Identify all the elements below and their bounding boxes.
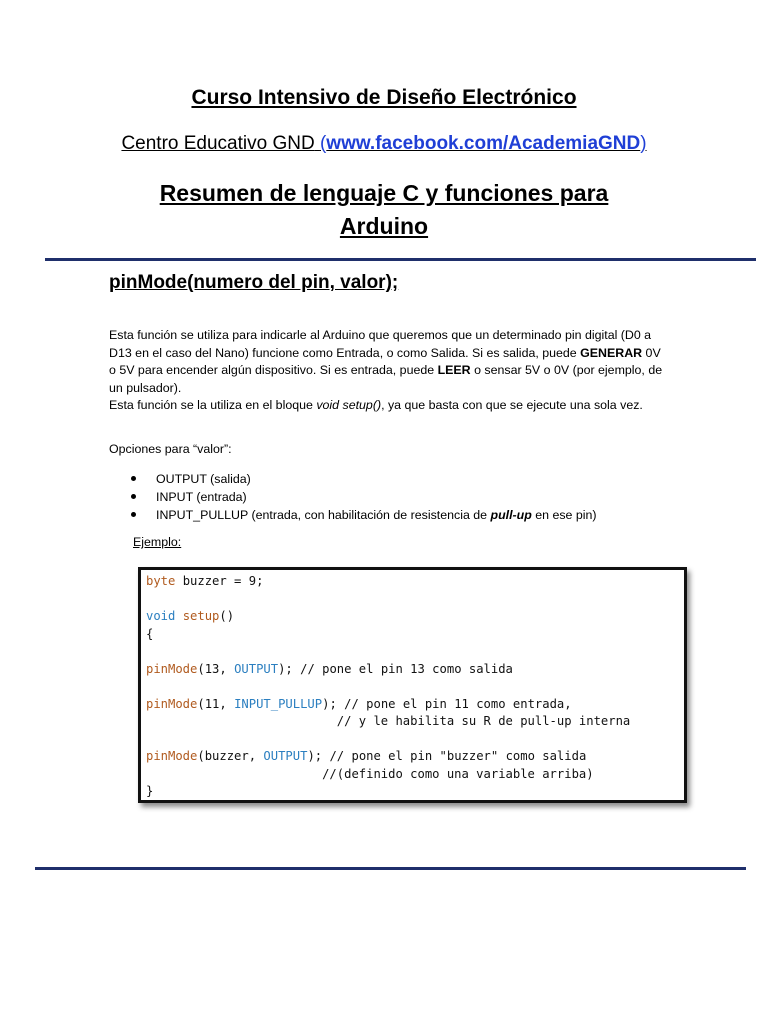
code-text: (11, [197,696,235,711]
code-keyword: void [146,609,176,623]
list-item [109,506,597,524]
code-text: } [146,784,154,798]
document-title-line-2: Arduino [339,213,429,239]
center-line [0,133,768,155]
code-text: ); // pone el pin 13 como salida [278,661,513,676]
paren-open: ( [319,133,327,154]
code-constant: INPUT_PULLUP [234,696,323,711]
code-comment: // y le habilita su R de pull-up interna [146,714,631,728]
document-title [100,177,668,243]
code-constant: OUTPUT [263,749,308,763]
code-text: buzzer = 9; [175,574,264,588]
code-function: pinMode [146,661,198,676]
code-text: { [146,626,154,641]
code-function: pinMode [146,696,198,711]
leer-keyword: LEER [437,363,471,377]
code-text: (13, [197,661,235,676]
code-block [146,573,630,801]
code-constant: OUTPUT [234,661,279,676]
list-item [109,470,597,488]
center-name: Centro Educativo GND [121,133,315,154]
paragraph-text-2: 0V o 5V para encender algún dispositivo. Si es entrada, puede [109,345,661,377]
code-text: (buzzer, [197,749,264,763]
bottom-divider [35,867,746,870]
code-keyword: byte [146,574,176,588]
code-function: pinMode [146,749,198,763]
options-label: Opciones para “valor”: [109,442,232,456]
paragraph-text-1: Esta función se utiliza para indicarle al Arduino que queremos que un determinado pin digital (D0 a D13 en el caso del Nano) funcione como Entrada, o como Salida. Si es salida, puede [109,328,652,360]
code-example-box [138,567,687,803]
code-comment: //(definido como una variable arriba) [146,766,594,781]
bullet-icon [131,476,136,481]
bullet-icon [131,512,136,517]
option-input: INPUT (entrada) [156,490,247,504]
generar-keyword: GENERAR [580,345,643,360]
document-title-line-1: Resumen de lenguaje C y funciones para [159,180,609,206]
section-heading: pinMode(numero del pin, valor); [109,272,399,293]
facebook-link[interactable]: www.facebook.com/AcademiaGND [326,133,641,154]
code-text: ); // pone el pin 11 como entrada, [322,696,572,711]
course-title: Curso Intensivo de Diseño Electrónico [191,86,577,109]
options-list [109,470,597,524]
option-input-pullup-end: en ese pin) [531,508,597,522]
description-paragraph [109,327,669,415]
bullet-icon [131,494,136,499]
example-label: Ejemplo: [133,535,182,549]
code-text: () [219,609,235,623]
top-divider [45,258,756,261]
pull-up-term: pull-up [490,508,532,522]
paragraph-text-5: , ya que basta con que se ejecute una sola vez. [381,398,643,412]
paragraph-text-3: o sensar 5V o 0V (por ejemplo, de un pulsador). [109,363,663,395]
code-function: setup [175,609,220,623]
paren-close: ) [640,133,647,154]
option-input-pullup: INPUT_PULLUP (entrada, con habilitación de resistencia de [156,508,491,522]
paragraph-text-4: Esta función se la utiliza en el bloque [109,398,317,412]
code-text: ); // pone el pin "buzzer" como salida [307,749,587,763]
list-item [109,488,597,506]
void-setup-term: void setup() [316,398,382,412]
option-output: OUTPUT (salida) [156,472,251,486]
